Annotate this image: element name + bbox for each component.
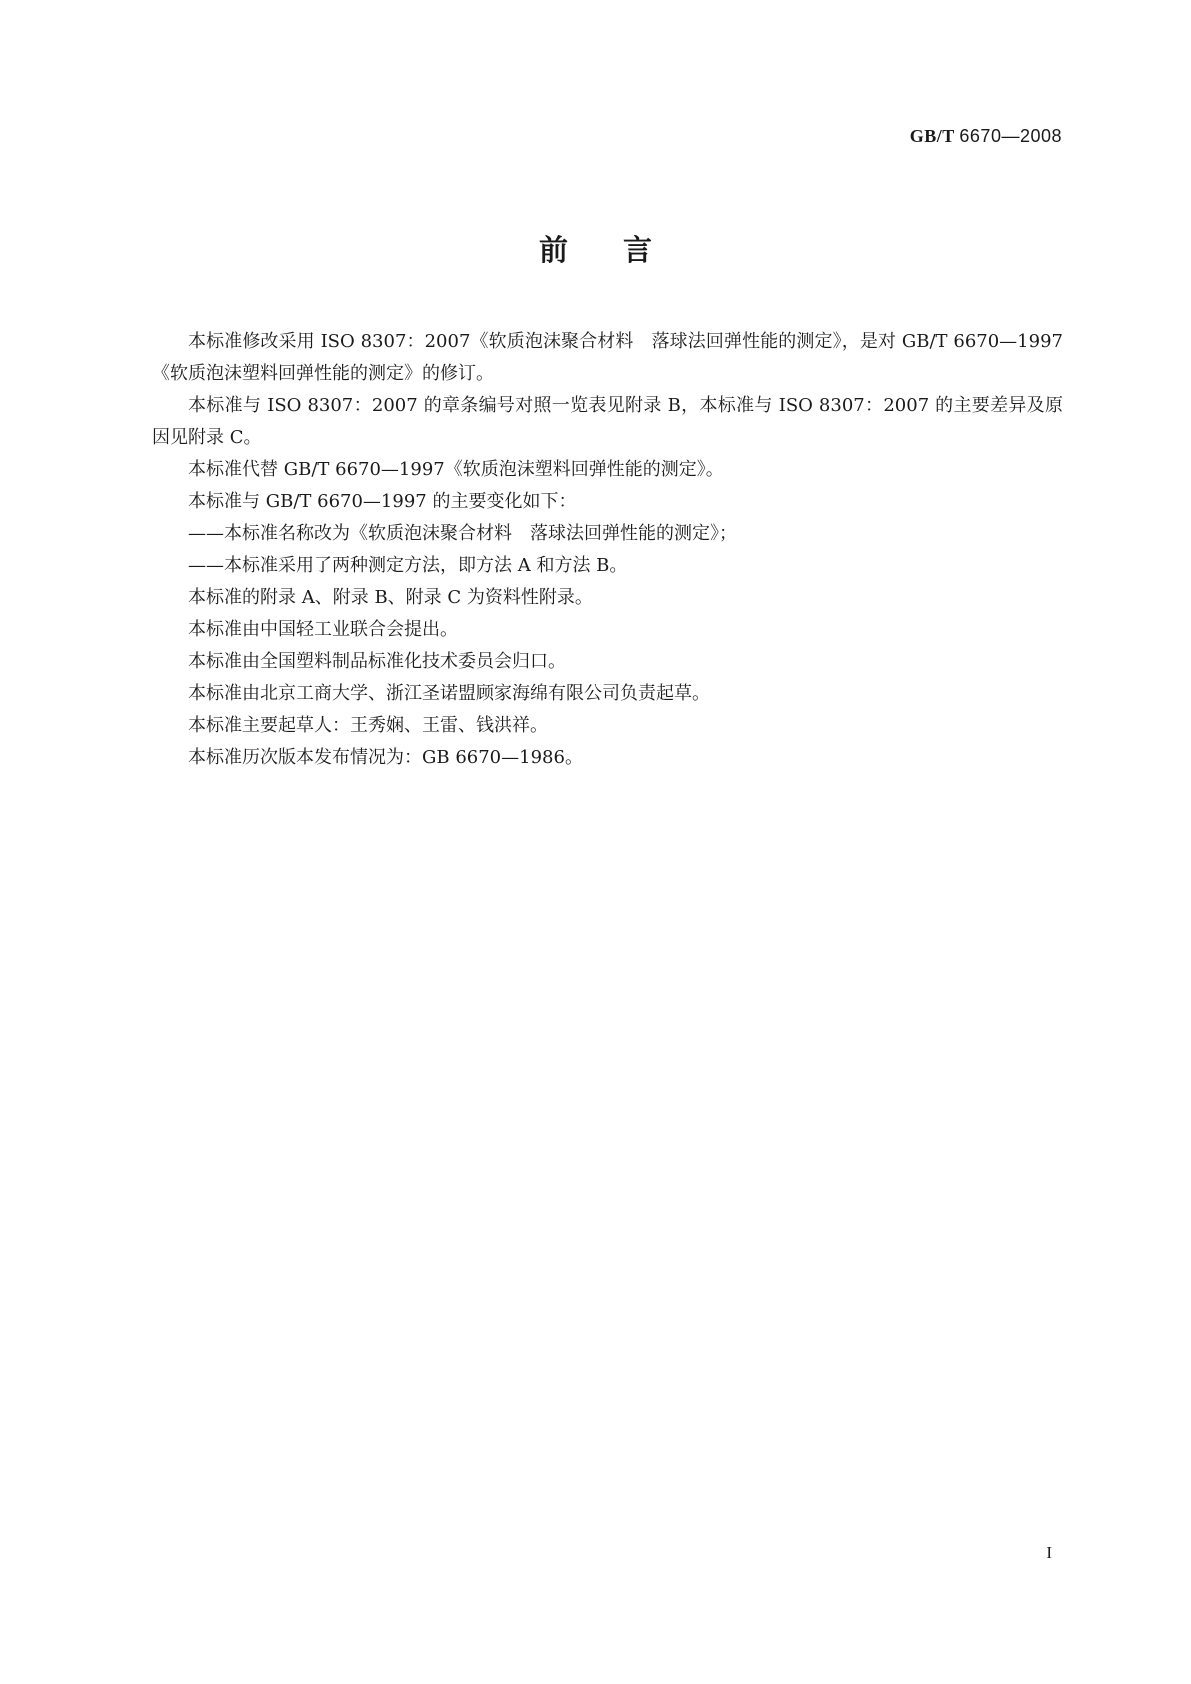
paragraph-replaces: 本标准代替 GB/T 6670—1997《软质泡沫塑料回弹性能的测定》。 xyxy=(188,459,724,480)
paragraph-proposed-by: 本标准由中国轻工业联合会提出。 xyxy=(188,619,458,640)
paragraph-main-changes: 本标准与 GB/T 6670—1997 的主要变化如下： xyxy=(188,491,577,512)
page-title: 前言 xyxy=(538,233,707,267)
page-number: I xyxy=(1046,1543,1052,1562)
foreword-body xyxy=(152,326,1063,774)
paragraph-annex-reference: 本标准与 ISO 8307：2007 的章条编号对照一览表见附录 B，本标准与 ISO 8307：2007 的主要差异及原因见附录 C。 xyxy=(152,395,1063,448)
paragraph-drafted-by: 本标准由北京工商大学、浙江圣诺盟顾家海绵有限公司负责起草。 xyxy=(188,683,710,704)
paragraph-annexes: 本标准的附录 A、附录 B、附录 C 为资料性附录。 xyxy=(188,587,593,608)
paragraph-administered-by: 本标准由全国塑料制品标准化技术委员会归口。 xyxy=(188,651,566,672)
standard-prefix: GB/T xyxy=(909,126,955,146)
paragraph-adoption: 本标准修改采用 ISO 8307：2007《软质泡沫聚合材料 落球法回弹性能的测定》，是对 GB/T 6670—1997《软质泡沫塑料回弹性能的测定》的修订。 xyxy=(152,331,1063,384)
paragraph-history: 本标准历次版本发布情况为：GB 6670—1986。 xyxy=(188,747,583,768)
paragraph-drafters: 本标准主要起草人：王秀娴、王雷、钱洪祥。 xyxy=(188,715,548,736)
standard-number: 6670—2008 xyxy=(959,126,1062,146)
standard-code xyxy=(910,126,1062,147)
list-item-change-methods: ——本标准采用了两种测定方法，即方法 A 和方法 B。 xyxy=(188,555,628,576)
list-item-change-name: ——本标准名称改为《软质泡沫聚合材料 落球法回弹性能的测定》； xyxy=(188,523,737,544)
